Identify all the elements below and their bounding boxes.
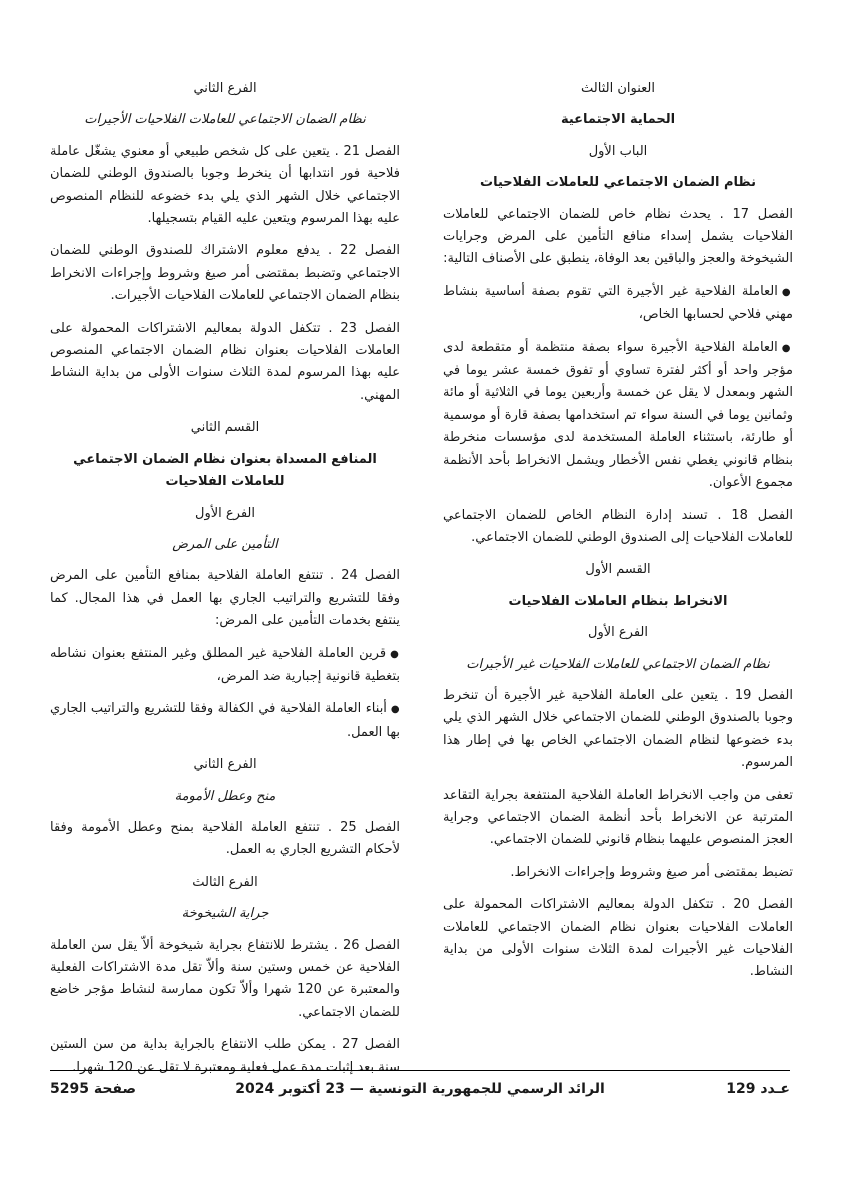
branch-title: منح وعطل الأمومة — [174, 788, 276, 804]
branch-title: التأمين على المرض — [172, 536, 278, 552]
article-24: الفصل 24 . تنتفع العاملة الفلاحية بمنافع التأمين على المرض وفقا للتشريع والتراتيب الجاري بها العمل في هذا المجال. كما ينتفع بخدمات التأمين على المرض: — [50, 568, 400, 629]
branch-label: الفرع الأول — [195, 505, 255, 521]
bullet-text: قرين العاملة الفلاحية غير المطلق وغير المنتفع بعنوان نشاطه بتغطية قانونية إجبارية ضد المرض، — [50, 645, 400, 684]
right-column — [443, 78, 793, 994]
section-title: الانخراط بنظام العاملات الفلاحيات — [508, 593, 728, 609]
left-column — [50, 78, 400, 1089]
section-label: القسم الأول — [585, 562, 651, 578]
article-19: الفصل 19 . يتعين على العاملة الفلاحية غير الأجيرة أن تنخرط وجوبا بالصندوق الوطني للضمان الاجتماعي خلال الشهر الذي يلي بدء خضوعها لنظام الضمان الاجتماعي الخاص بها في إطار هذا المرسوم. — [443, 687, 793, 771]
article-23: الفصل 23 . تتكفل الدولة بمعاليم الاشتراكات المحمولة على العاملات الفلاحيات بعنوان نظام الضمان الاجتماعي المنصوص عليه بهذا المرسوم لمدة الثلاث سنوات الأولى من بداية النشاط المهني. — [50, 320, 400, 403]
list-item — [50, 698, 400, 744]
article-25: الفصل 25 . تنتفع العاملة الفلاحية بمنح وعطل الأمومة وفقا لأحكام التشريع الجاري به العمل. — [50, 819, 401, 858]
branch-label: الفرع الثاني — [193, 757, 257, 773]
exemption-paragraph: تعفى من واجب الانخراط العاملة الفلاحية المنتفعة بجراية التقاعد المترتبة عن الانخراط بأحد أنظمة الضمان الاجتماعي وجراية العجز المنصوص عليهما بنظام قانوني للضمان الاجتماعي. — [443, 787, 793, 848]
chapter-title: نظام الضمان الاجتماعي للعاملات الفلاحيات — [480, 175, 756, 191]
list-item — [443, 337, 793, 495]
bullet-icon: ● — [390, 704, 400, 716]
article-17: الفصل 17 . يحدث نظام خاص للضمان الاجتماعي للعاملات الفلاحيات يشمل إسداء منافع التأمين على المرض وجرايات الشيخوخة والعجز والباقين بعد الوفاة، ينطبق على الأصناف التالية: — [443, 206, 793, 267]
branch-label: الفرع الأول — [588, 625, 648, 641]
article-27: الفصل 27 . يمكن طلب الانتفاع بالجراية بداية من سن الستين سنة بعد إثبات مدة عمل فعلية ومعتبرة لا تقل عن 120 شهرا. — [50, 1037, 400, 1075]
bullet-text: أبناء العاملة الفلاحية في الكفالة وفقا للتشريع والتراتيب الجاري بها العمل. — [50, 701, 400, 740]
branch-label: الفرع الثالث — [192, 874, 258, 890]
article-18: الفصل 18 . تسند إدارة النظام الخاص للضمان الاجتماعي للعاملات الفلاحيات إلى الصندوق الوطني للضمان الاجتماعي. — [443, 507, 793, 545]
branch-title: نظام الضمان الاجتماعي للعاملات الفلاحيات غير الأجيرات — [466, 656, 770, 672]
journal-title-date: الرائد الرسمي للجمهورية التونسية — 23 أكتوبر 2024 — [235, 1081, 605, 1097]
chapter-label: الباب الأول — [588, 143, 648, 159]
bullet-text: العاملة الفلاحية غير الأجيرة التي تقوم بصفة أساسية بنشاط مهني فلاحي لحسابها الخاص، — [443, 283, 793, 323]
page-footer — [50, 1078, 790, 1102]
issue-number: عـدد 129 — [726, 1081, 790, 1097]
list-item — [443, 281, 793, 327]
branch-title: جراية الشيخوخة — [181, 906, 269, 922]
branch-title: نظام الضمان الاجتماعي للعاملات الفلاحيات الأجيرات — [84, 112, 366, 128]
section-title: المنافع المسداة بعنوان نظام الضمان الاجتماعي للعاملات الفلاحيات — [73, 451, 377, 490]
article-26: الفصل 26 . يشترط للانتفاع بجراية شيخوخة ألاّ يقل سن العاملة الفلاحية عن خمس وستين سنة وألاّ تقل مدة الاشتراكات الفعلية والمعتبرة عن 120 شهرا وألاّ تكون ممارسة لنشاط مؤجر خاضع للضمان الاجتماعي. — [50, 937, 400, 1020]
bullet-icon: ● — [781, 342, 793, 354]
bullet-icon: ● — [781, 286, 793, 298]
decree-paragraph: تضبط بمقتضى أمر صيغ وشروط وإجراءات الانخراط. — [510, 864, 793, 880]
article-22: الفصل 22 . يدفع معلوم الاشتراك للصندوق الوطني للضمان الاجتماعي وتضبط بمقتضى أمر صيغ وشروط وإجراءات الانخراط بنظام الضمان الاجتماعي للعاملات الفلاحيات الأجيرات. — [50, 243, 400, 304]
title-section-label: العنوان الثالث — [581, 81, 655, 96]
title-main-heading: الحماية الاجتماعية — [560, 112, 676, 128]
bullet-icon: ● — [390, 648, 400, 660]
article-20: الفصل 20 . تتكفل الدولة بمعاليم الاشتراكات المحمولة على العاملات الفلاحيات بعنوان نظام الضمان الاجتماعي للعاملات الفلاحيات غير الأجيرات لمدة الثلاث سنوات الأولى من بداية النشاط. — [443, 897, 793, 980]
list-item — [50, 643, 400, 689]
section-label: القسم الثاني — [190, 420, 260, 436]
footer-divider — [50, 1070, 790, 1071]
branch-label: الفرع الثاني — [193, 81, 257, 96]
article-21: الفصل 21 . يتعين على كل شخص طبيعي أو معنوي يشغّل عاملة فلاحية فور انتدابها أن ينخرط وجوبا بالصندوق الوطني للضمان الاجتماعي خلال الشهر الذي يلي بدء خضوعه للنظام المنصوص عليه بهذا المرسوم ويتعين عليه القيام بتسجيلها. — [50, 143, 400, 227]
page-number: صفحة 5295 — [50, 1081, 137, 1097]
bullet-text: العاملة الفلاحية الأجيرة سواء بصفة منتظمة أو متقطعة لدى مؤجر واحد أو أكثر لفترة تساوي أو تفوق خمسة عشر يوما في الشهر وبمعدل لا يقل عن خمسة وأربعين يوما في الثلاثية أو مائة وثمانين يوما في السنة سواء تم استخدامها بصفة قارة أو موسمية أو طارئة، باستثناء العاملة المستخدمة لدى مؤسسات منخرطة بنظام قانوني يغطي نفس الأخطار ويشمل الانخراط بأحد الأنظمة مجموع الأعوان. — [443, 339, 793, 491]
